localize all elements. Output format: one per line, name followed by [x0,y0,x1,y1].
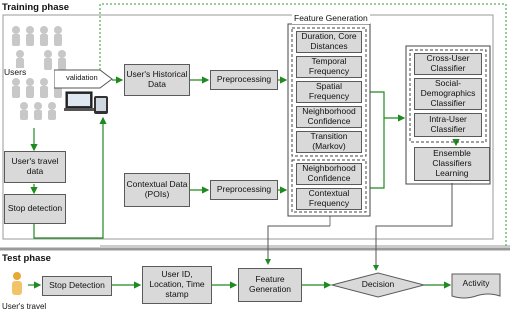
test-stop-detection-box: Stop Detection [42,276,112,296]
devices-icon [64,88,112,118]
feature-spatial-frequency: Spatial Frequency [296,81,362,103]
test-phase-label: Test phase [2,253,51,264]
preprocessing-box-1: Preprocessing [210,70,278,90]
users-label: Users [4,67,27,77]
feature-temporal-frequency: Temporal Frequency [296,56,362,78]
activity-label: Activity [462,278,490,288]
feature-generation-title: Feature Generation [294,13,368,23]
feature-transition-markov: Transition (Markov) [296,131,362,153]
stop-detection-box: Stop detection [4,194,66,224]
ensemble-classifiers-learning: Ensemble Classifiers Learning [414,147,490,181]
contextual-data-box: Contextual Data (POIs) [124,173,190,207]
feature-neighborhood-confidence: Neighborhood Confidence [296,106,362,128]
users-travel-data-box: User's travel data [4,151,66,183]
validation-label: validation [66,73,98,82]
user-travel-label: User's travel [2,302,47,311]
user-travel-icon [6,270,28,300]
feature-contextual-frequency: Contextual Frequency [296,188,362,210]
user-info-box: User ID, Location, Time stamp [142,266,212,304]
test-feature-generation-box: Feature Generation [238,268,302,302]
preprocessing-box-2: Preprocessing [210,180,278,200]
social-demographics-classifier: Social-Demographics Classifier [414,78,482,110]
training-phase-label: Training phase [2,2,70,13]
historical-data-box: User's Historical Data [124,64,190,96]
feature-neighborhood-confidence-2: Neighborhood Confidence [296,163,362,185]
intra-user-classifier: Intra-User Classifier [414,113,482,137]
decision-label: Decision [361,279,395,289]
cross-user-classifier: Cross-User Classifier [414,53,482,75]
feature-duration: Duration, Core Distances [296,31,362,53]
